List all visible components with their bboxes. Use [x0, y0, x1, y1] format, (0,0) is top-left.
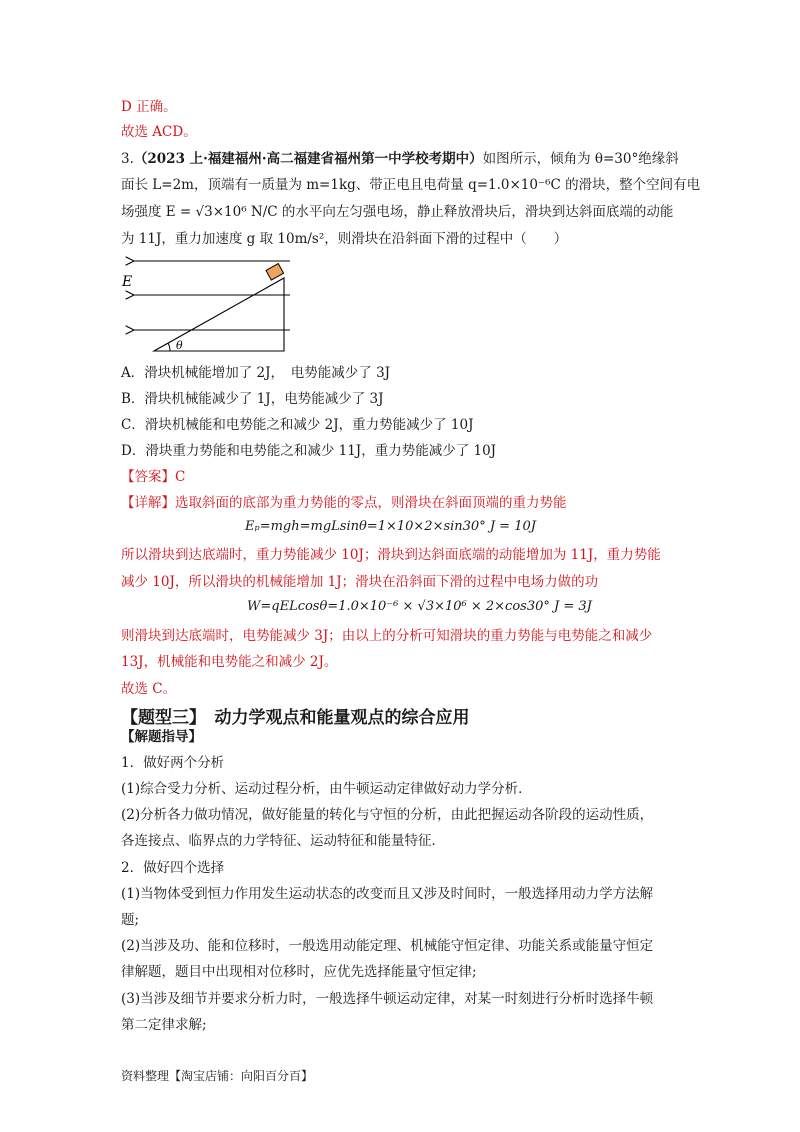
field-label: E — [122, 274, 133, 290]
question-number: 3. — [121, 151, 134, 167]
guide-item: 1．做好两个分析 — [121, 755, 225, 771]
detail-line-3: 减少 10J，所以滑块的机械能增加 1J；滑块在沿斜面下滑的过程中电场力做的功 — [121, 574, 599, 590]
option-c: C．滑块机械能和电势能之和减少 2J，重力势能减少了 10J — [121, 417, 474, 433]
guide-item: 2．做好四个选择 — [121, 860, 225, 876]
detail-line-1: 【详解】选取斜面的底部为重力势能的零点，则滑块在斜面顶端的重力势能 — [121, 495, 567, 511]
guide-item: (3)当涉及细节并要求分析力时，一般选择牛顿运动定律，对某一时刻进行分析时选择牛顿 — [121, 991, 654, 1007]
question-text: 如图所示，倾角为 θ=30°绝缘斜 — [482, 151, 679, 167]
answer-label: 【答案】 — [121, 469, 175, 485]
detail-line-4: 则滑块到达底端时，电势能减少 3J；由以上的分析可知滑块的重力势能与电势能之和减少 — [121, 628, 653, 644]
guide-item: 各连接点、临界点的力学特征、运动特征和能量特征． — [121, 833, 445, 849]
page-footer: 资料整理【淘宝店铺：向阳百分百】 — [121, 1069, 314, 1083]
answer-line — [121, 468, 185, 486]
option-d: D．滑块重力势能和电势能之和减少 11J，重力势能减少了 10J — [121, 443, 497, 459]
slider-block — [266, 264, 284, 280]
equation-potential-energy: Eₚ=mgh=mgLsinθ=1×10×2×sin30° J = 10J — [245, 519, 536, 534]
guide-item: (1)综合受力分析、运动过程分析，由牛顿运动定律做好动力学分析． — [121, 781, 532, 797]
guide-item: (2)当涉及功、能和位移时，一般选用动能定理、机械能守恒定律、功能关系或能量守恒定 — [121, 938, 654, 954]
question-line-2: 面长 L=2m，顶端有一质量为 m=1kg、带正电且电荷量 q=1.0×10⁻⁶C 的滑块，整个空间有电 — [121, 177, 701, 193]
question-line-3: 场强度 E = √3×10⁶ N/C 的水平向左匀强电场，静止释放滑块后，滑块到达斜面底端的动能 — [121, 204, 674, 220]
detail-line-5: 13J，机械能和电势能之和减少 2J。 — [121, 654, 338, 670]
prev-answer-conclusion: 故选 ACD。 — [121, 124, 197, 140]
detail-label: 【详解】 — [121, 495, 175, 511]
question-line-4: 为 11J，重力加速度 g 取 10m/s²，则滑块在沿斜面下滑的过程中（ ） — [121, 231, 568, 247]
incline-field-figure — [118, 250, 308, 356]
equation-electric-work: W=qELcosθ=1.0×10⁻⁶ × √3×10⁶ × 2×cos30° J = 3J — [247, 599, 592, 614]
option-a: A．滑块机械能增加了 2J， 电势能减少了 3J — [121, 365, 391, 381]
answer-value: C — [175, 469, 186, 485]
angle-label: θ — [176, 339, 183, 352]
section-subtitle: 【解题指导】 — [121, 729, 202, 745]
question-source: （2023 上·福建福州·高二福建省福州第一中学校考期中） — [133, 151, 483, 167]
guide-item: 题; — [121, 912, 140, 928]
guide-item: 律解题，题目中出现相对位移时，应优先选择能量守恒定律; — [121, 964, 477, 980]
option-b: B．滑块机械能减少了 1J，电势能减少了 3J — [121, 391, 384, 407]
guide-item: 第二定律求解; — [121, 1017, 207, 1033]
detail-conclusion: 故选 C。 — [121, 681, 177, 697]
angle-arc — [168, 343, 170, 351]
incline-triangle — [154, 278, 284, 351]
prev-answer-line: D 正确。 — [121, 99, 177, 115]
section-title: 【题型三】 动力学观点和能量观点的综合应用 — [121, 708, 470, 728]
question-line-1 — [121, 150, 679, 168]
detail-line-2: 所以滑块到达底端时，重力势能减少 10J；滑块到达斜面底端的动能增加为 11J，重力势能 — [121, 547, 661, 563]
guide-item: (2)分析各力做功情况，做好能量的转化与守恒的分析，由此把握运动各阶段的运动性质， — [121, 807, 654, 823]
guide-item: (1)当物体受到恒力作用发生运动状态的改变而且又涉及时间时，一般选择用动力学方法解 — [121, 886, 654, 902]
